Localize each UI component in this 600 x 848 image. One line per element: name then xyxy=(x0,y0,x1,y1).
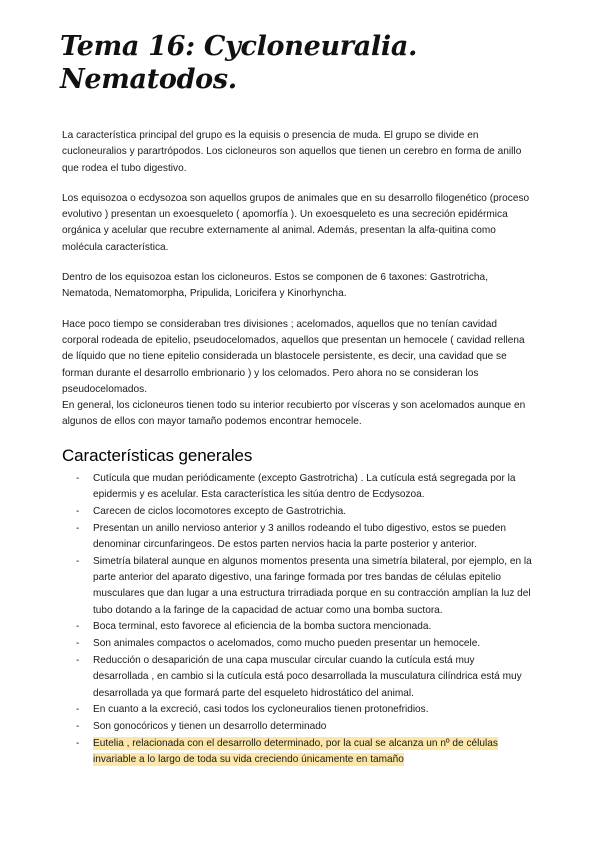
list-item-text: En cuanto a la excreció, casi todos los cycloneuralios tienen protonefridios. xyxy=(93,704,429,716)
bullet-dash-icon: - xyxy=(76,522,80,534)
bullet-dash-icon: - xyxy=(76,555,80,567)
bullet-dash-icon: - xyxy=(76,738,80,749)
bullet-dash-icon: - xyxy=(76,721,80,733)
list-item xyxy=(76,619,532,635)
list-item xyxy=(76,471,532,504)
characteristics-list xyxy=(62,471,532,769)
list-item xyxy=(76,504,532,520)
list-item xyxy=(76,719,532,735)
document-body xyxy=(62,128,532,769)
bullet-dash-icon: - xyxy=(76,472,80,484)
list-item-text: Cutícula que mudan periódicamente (excepto Gastrotricha) . La cutícula está segregada por la epidermis y es acelular. Esta característica les sitúa dentro de Ecdysozoa. xyxy=(93,472,516,501)
list-item xyxy=(76,554,532,619)
paragraph-2: Los equisozoa o ecdysozoa son aquellos grupos de animales que en su desarrollo filogenético (proceso evolutivo ) presentan un exoesqueleto ( apomorfía ). Un exoesqueleto es una secreción epidérmica orgánica y acelular que recubre externamente al animal. Además, presentan la alfa-quitina como molécula característica. xyxy=(62,192,530,253)
bullet-dash-icon: - xyxy=(76,655,80,667)
list-item-text: Son animales compactos o acelomados, como mucho pueden presentar un hemocele. xyxy=(93,638,481,650)
list-item xyxy=(76,653,532,702)
list-item-text: Boca terminal, esto favorece al eficiencia de la bomba suctora mencionada. xyxy=(93,621,432,633)
list-item-text: Son gonocóricos y tienen un desarrollo determinado xyxy=(93,721,327,733)
document-title xyxy=(60,30,540,96)
list-item xyxy=(76,702,532,718)
list-item xyxy=(76,636,532,652)
title-line-2: Nematodos. xyxy=(60,64,237,95)
paragraph-4: Hace poco tiempo se consideraban tres divisiones ; acelomados, aquellos que no tenían cavidad corporal rodeada de epitelio, pseudocelomados, aquellos que presentan un hemocele ( cavidad rellena de líquido que no tiene epitelio considerada un blastocele persistente, es decir, una cavidad que se forman durante el desarrollo embrionario ) y los celomados. Pero ahora no se consideran los pseudocelomados. xyxy=(62,318,525,395)
bullet-dash-icon: - xyxy=(76,505,80,517)
list-item-text: Carecen de ciclos locomotores excepto de Gastrotrichia. xyxy=(93,505,347,517)
bullet-dash-icon: - xyxy=(76,704,80,716)
bullet-dash-icon: - xyxy=(76,621,80,633)
section-heading: Características generales xyxy=(62,445,253,465)
list-item-text: Reducción o desaparición de una capa muscular circular cuando la cutícula está muy desarrollada , en cambio si la cutícula está poco desarrollada la musculatura cilíndrica está muy desarrollada ya que formará parte del esqueleto hidrostático del animal. xyxy=(93,655,522,699)
list-item xyxy=(76,736,532,769)
paragraph-5: En general, los cicloneuros tienen todo su interior recubierto por vísceras y son acelomados aunque en algunos de ellos con mayor tamaño podemos encontrar hemocele. xyxy=(62,400,526,428)
list-item-text: Eutelia , relacionada con el desarrollo determinado, por la cual se alcanza un nº de células invariable a lo largo de toda su vida creciendo únicamente en tamaño xyxy=(93,738,498,766)
title-line-1: Tema 16: Cycloneuralia. xyxy=(60,31,418,62)
list-item-text: Simetría bilateral aunque en algunos momentos presenta una simetría bilateral, por ejemplo, en la parte anterior del aparato digestivo, una faringe formada por tres bandas de células epitelio musculares que dan lugar a una estructura trirradiada porque en su contracción amplían la luz del tubo dotando a la faringe de la capacidad de actuar como una bomba suctora. xyxy=(93,555,532,616)
bullet-dash-icon: - xyxy=(76,638,80,650)
paragraph-1: La característica principal del grupo es la equisis o presencia de muda. El grupo se divide en cucloneuralios y parartrópodos. Los cicloneuros son aquellos que tienen un cerebro en forma de anillo que rodea el tubo digestivo. xyxy=(62,130,522,174)
list-item-text: Presentan un anillo nervioso anterior y 3 anillos rodeando el tubo digestivo, estos se pueden denominar circunfaringeos. De estos parten nervios hacia la parte posterior y anterior. xyxy=(93,522,506,550)
paragraph-3: Dentro de los equisozoa estan los cicloneuros. Estos se componen de 6 taxones: Gastrotricha, Nematoda, Nematomorpha, Pripulida, Loricifera y Kinorhyncha. xyxy=(62,272,489,300)
list-item xyxy=(76,521,532,554)
